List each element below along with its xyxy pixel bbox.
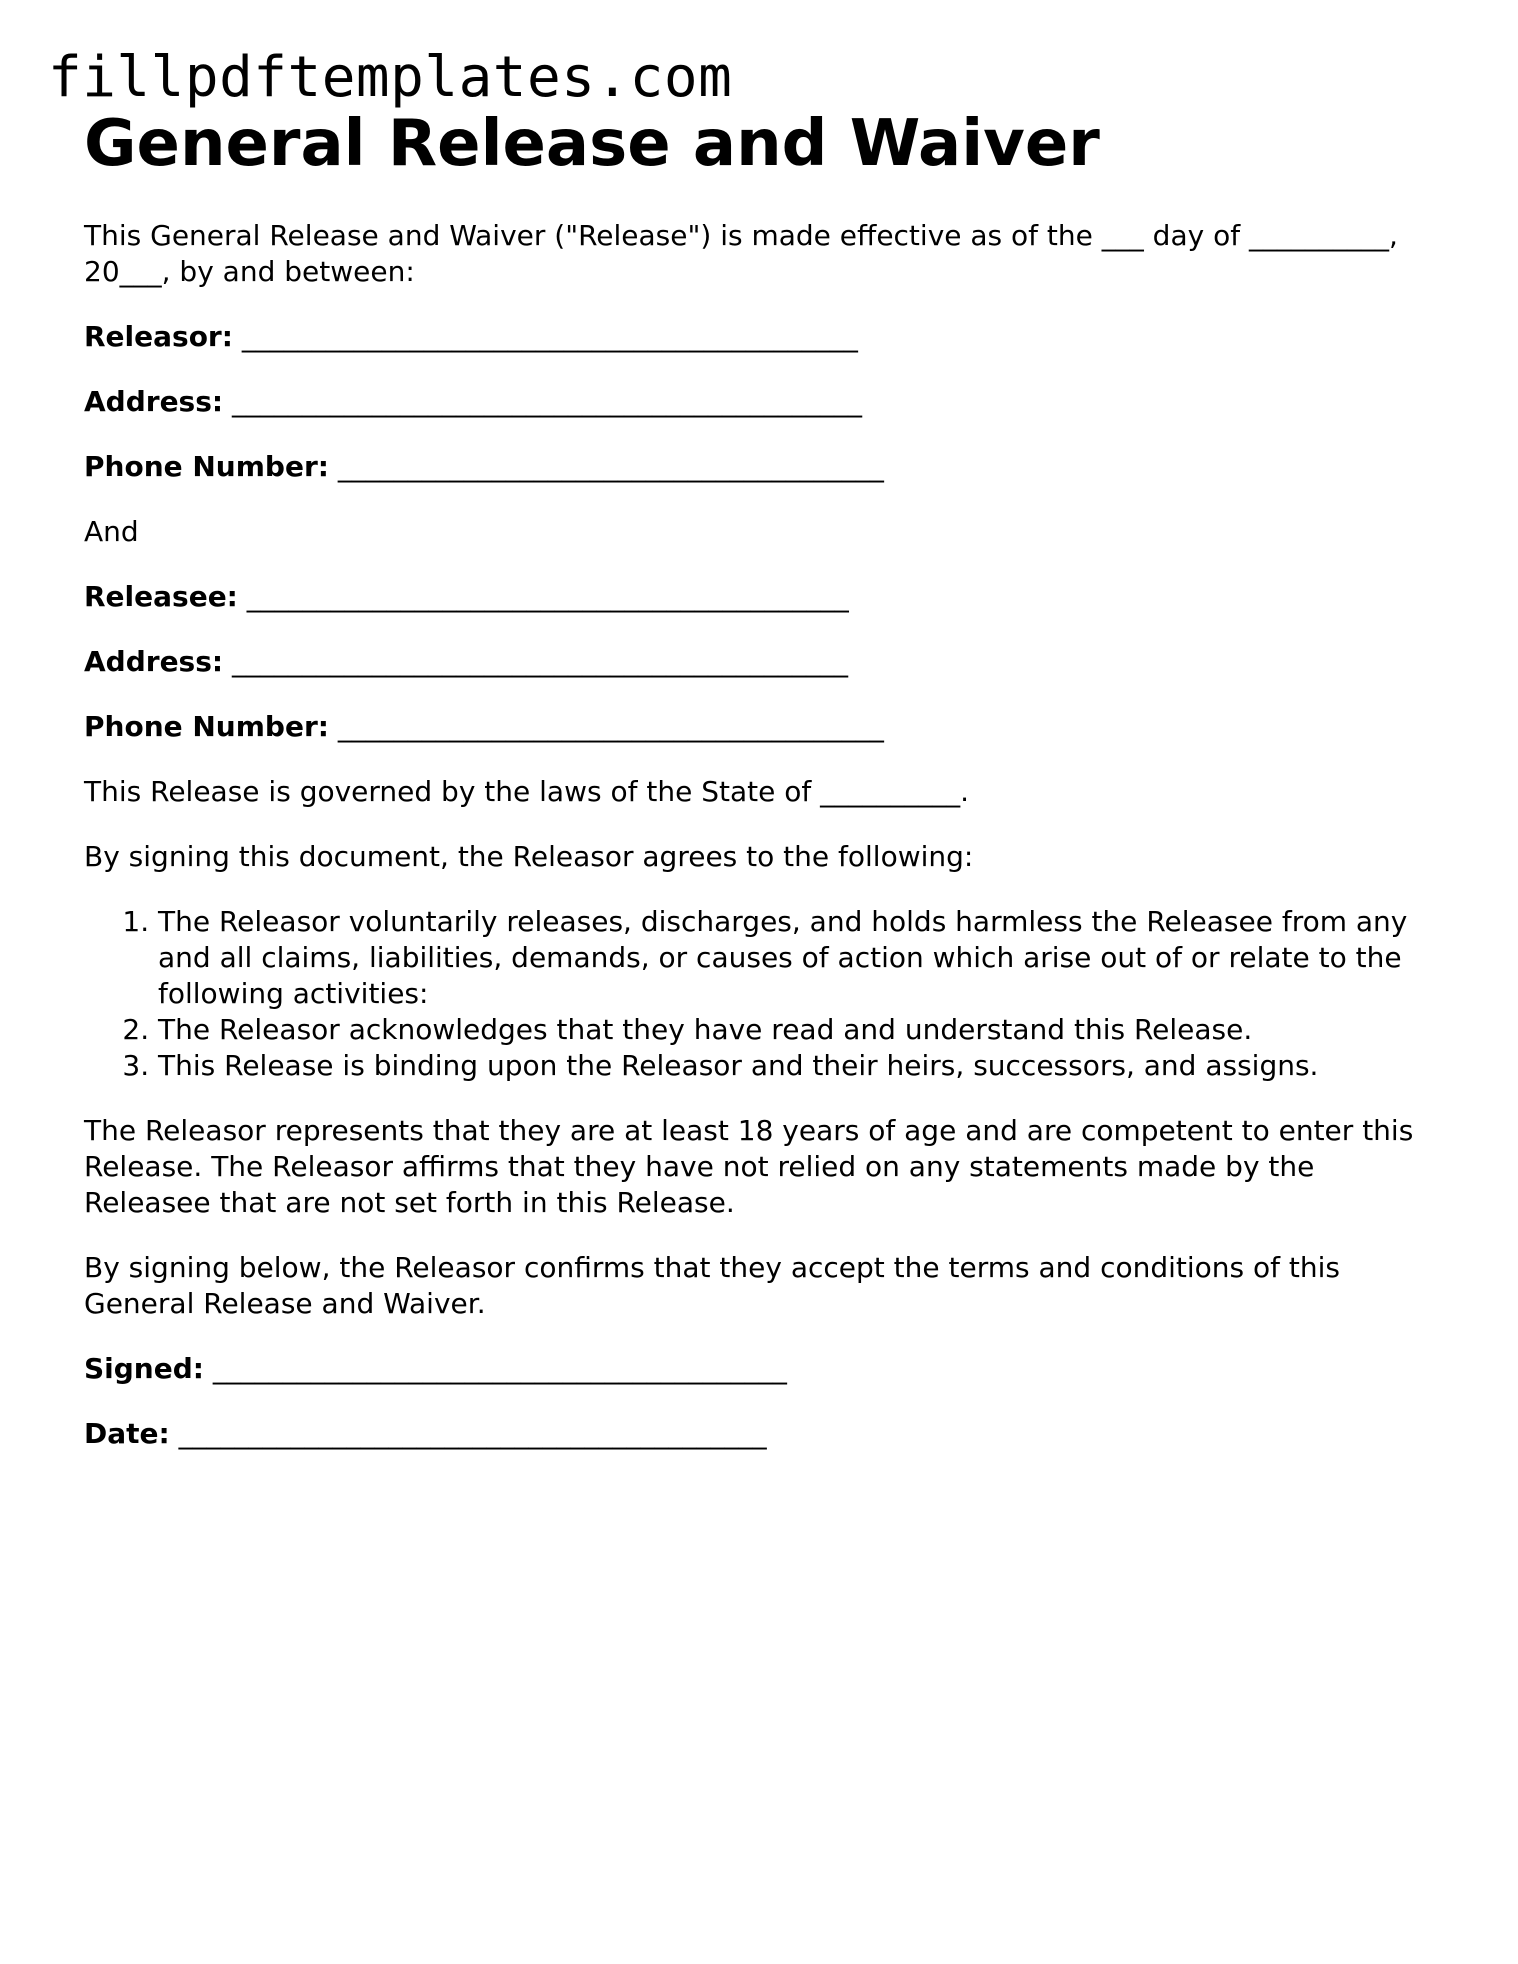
releasor-address-field bbox=[84, 384, 1444, 420]
releasor-phone-label: Phone Number: bbox=[84, 450, 329, 483]
date-field bbox=[84, 1416, 1444, 1452]
signature-field bbox=[84, 1351, 1444, 1387]
releasee-phone-field bbox=[84, 709, 1444, 745]
term-item: 2. The Releasor acknowledges that they have read and understand this Release. bbox=[158, 1012, 1444, 1048]
releasor-address-label: Address: bbox=[84, 385, 224, 418]
terms-list bbox=[84, 904, 1444, 1084]
document-title: General Release and Waiver bbox=[84, 107, 1100, 181]
releasor-phone-blank[interactable]: _______________________________________ bbox=[337, 450, 884, 483]
date-blank[interactable]: __________________________________________ bbox=[178, 1417, 767, 1450]
confirmation-paragraph: By signing below, the Releasor confirms that they accept the terms and conditions of this General Release and Waiver. bbox=[84, 1251, 1340, 1320]
representation-paragraph: The Releasor represents that they are at least 18 years of age and are competent to enter this Release. The Releasor affirms that they have not relied on any statements made by the Releasee that are not set forth in this Release. bbox=[84, 1114, 1414, 1219]
term-item: 3. This Release is binding upon the Releasor and their heirs, successors, and assigns. bbox=[158, 1048, 1444, 1084]
signed-blank[interactable]: _________________________________________ bbox=[212, 1352, 787, 1385]
date-label: Date: bbox=[84, 1417, 170, 1450]
agreement-intro-paragraph: By signing this document, the Releasor agrees to the following: bbox=[84, 840, 974, 873]
releasor-phone-field bbox=[84, 449, 1444, 485]
releasor-address-blank[interactable]: _____________________________________________ bbox=[232, 385, 862, 418]
releasor-name-field bbox=[84, 319, 1444, 355]
releasee-address-blank[interactable]: ____________________________________________ bbox=[232, 645, 848, 678]
governing-law-paragraph: This Release is governed by the laws of the State of __________. bbox=[84, 775, 970, 808]
intro-paragraph: This General Release and Waiver ("Release") is made effective as of the ___ day of __________, 20___, by and between: bbox=[84, 219, 1398, 288]
releasee-phone-label: Phone Number: bbox=[84, 710, 329, 743]
releasee-name-field bbox=[84, 579, 1444, 615]
releasor-name-blank[interactable]: ____________________________________________ bbox=[241, 320, 858, 353]
document bbox=[84, 104, 1444, 1452]
releasee-name-label: Releasee: bbox=[84, 580, 238, 613]
releasee-name-blank[interactable]: ___________________________________________ bbox=[246, 580, 849, 613]
and-text: And bbox=[84, 515, 139, 548]
releasee-address-label: Address: bbox=[84, 645, 224, 678]
signed-label: Signed: bbox=[84, 1352, 204, 1385]
releasee-address-field bbox=[84, 644, 1444, 680]
releasor-name-label: Releasor: bbox=[84, 320, 233, 353]
releasee-phone-blank[interactable]: _______________________________________ bbox=[337, 710, 884, 743]
watermark: fillpdftemplates.com bbox=[48, 45, 733, 110]
term-item: 1. The Releasor voluntarily releases, discharges, and holds harmless the Releasee from any and all claims, liabilities, demands, or causes of action which arise out of or relate to the following activities: bbox=[158, 904, 1444, 1012]
